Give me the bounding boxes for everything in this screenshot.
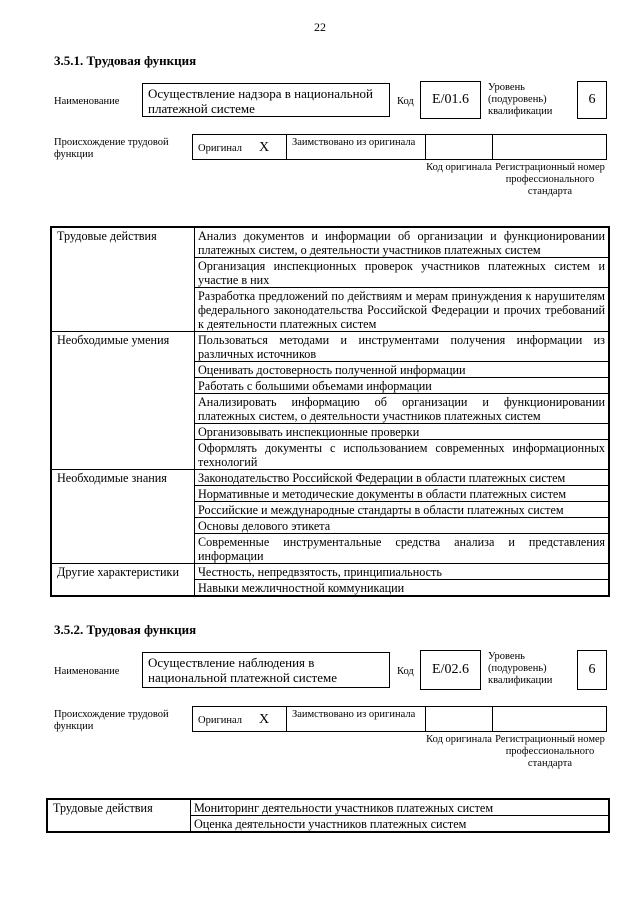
function-table <box>50 226 610 597</box>
table-row <box>51 227 609 258</box>
table-row <box>51 470 609 486</box>
table-row <box>51 332 609 362</box>
table-cell: Оформлять документы с использованием современных информационных технологий <box>195 440 610 470</box>
function-name: Осуществление надзора в национальной платежной системе <box>148 86 373 116</box>
table-cell: Честность, непредвзятость, принципиальность <box>195 564 610 580</box>
original-mark: X <box>259 712 270 727</box>
borrowed-cell <box>286 134 426 160</box>
origin-label: Происхождение трудовой функции <box>54 137 169 160</box>
level-value: 6 <box>588 92 596 107</box>
table-cell: Организовывать инспекционные проверки <box>195 424 610 440</box>
original-label: Оригинал <box>198 715 242 726</box>
level-value: 6 <box>588 662 596 677</box>
level-box <box>577 81 607 119</box>
function-table <box>46 798 610 833</box>
name-label: Наименование <box>54 96 120 107</box>
table-cell: Разработка предложений по действиям и мерам принуждения к нарушителям федерального законодательства Российской Федерации и прочих требований к деятельности платежных систем <box>195 288 610 332</box>
code-value: E/02.6 <box>432 662 469 677</box>
code-original-caption: Код оригинала <box>426 162 492 173</box>
code-value: E/01.6 <box>432 92 469 107</box>
category-cell: Трудовые действия <box>47 799 191 832</box>
category-cell: Другие характеристики <box>51 564 195 597</box>
reg-number-cell <box>492 706 607 732</box>
borrowed-label: Заимствовано из оригинала <box>292 137 416 148</box>
reg-number-caption: Регистрационный номер профессионального стандарта <box>495 162 605 197</box>
table-cell: Основы делового этикета <box>195 518 610 534</box>
name-label: Наименование <box>54 666 120 677</box>
level-box <box>577 650 607 690</box>
table-cell: Современные инструментальные средства анализа и представления информации <box>195 534 610 564</box>
table-cell: Нормативные и методические документы в области платежных систем <box>195 486 610 502</box>
table-cell: Анализировать информацию об организации и функционировании платежных систем, о деятельности участников платежных систем <box>195 394 610 424</box>
category-cell: Трудовые действия <box>51 227 195 332</box>
code-original-cell <box>425 706 493 732</box>
original-cell <box>192 134 287 160</box>
function-name-box <box>142 83 390 117</box>
category-cell: Необходимые знания <box>51 470 195 564</box>
category-cell: Необходимые умения <box>51 332 195 470</box>
code-original-cell <box>425 134 493 160</box>
table-cell: Навыки межличностной коммуникации <box>195 580 610 597</box>
borrowed-label: Заимствовано из оригинала <box>292 709 416 720</box>
code-label: Код <box>397 96 414 107</box>
function-name: Осуществление наблюдения в национальной платежной системе <box>148 655 337 685</box>
reg-number-cell <box>492 134 607 160</box>
level-label: Уровень (подуровень) квалификации <box>488 82 553 117</box>
table-cell: Анализ документов и информации об организации и функционировании платежных систем, о деятельности участников платежных систем <box>195 227 610 258</box>
origin-label: Происхождение трудовой функции <box>54 709 169 732</box>
function-name-box <box>142 652 390 688</box>
reg-number-caption: Регистрационный номер профессионального стандарта <box>495 734 605 769</box>
table-cell: Мониторинг деятельности участников платежных систем <box>191 799 610 816</box>
borrowed-cell <box>286 706 426 732</box>
section-title: 3.5.1. Трудовая функция <box>54 53 197 68</box>
code-label: Код <box>397 666 414 677</box>
code-box <box>420 650 481 690</box>
original-cell <box>192 706 287 732</box>
table-cell: Законодательство Российской Федерации в области платежных систем <box>195 470 610 486</box>
code-box <box>420 81 481 119</box>
original-mark: X <box>259 140 270 155</box>
original-label: Оригинал <box>198 143 242 154</box>
table-cell: Работать с большими объемами информации <box>195 378 610 394</box>
level-label: Уровень (подуровень) квалификации <box>488 651 553 686</box>
table-cell: Организация инспекционных проверок участников платежных систем и участие в них <box>195 258 610 288</box>
table-cell: Пользоваться методами и инструментами получения информации из различных источников <box>195 332 610 362</box>
table-cell: Оценивать достоверность полученной информации <box>195 362 610 378</box>
table-row <box>51 564 609 580</box>
code-original-caption: Код оригинала <box>426 734 492 745</box>
page-number: 22 <box>314 20 326 34</box>
table-cell: Оценка деятельности участников платежных систем <box>191 816 610 833</box>
table-cell: Российские и международные стандарты в области платежных систем <box>195 502 610 518</box>
table-row <box>47 799 609 816</box>
section-title: 3.5.2. Трудовая функция <box>54 622 197 637</box>
